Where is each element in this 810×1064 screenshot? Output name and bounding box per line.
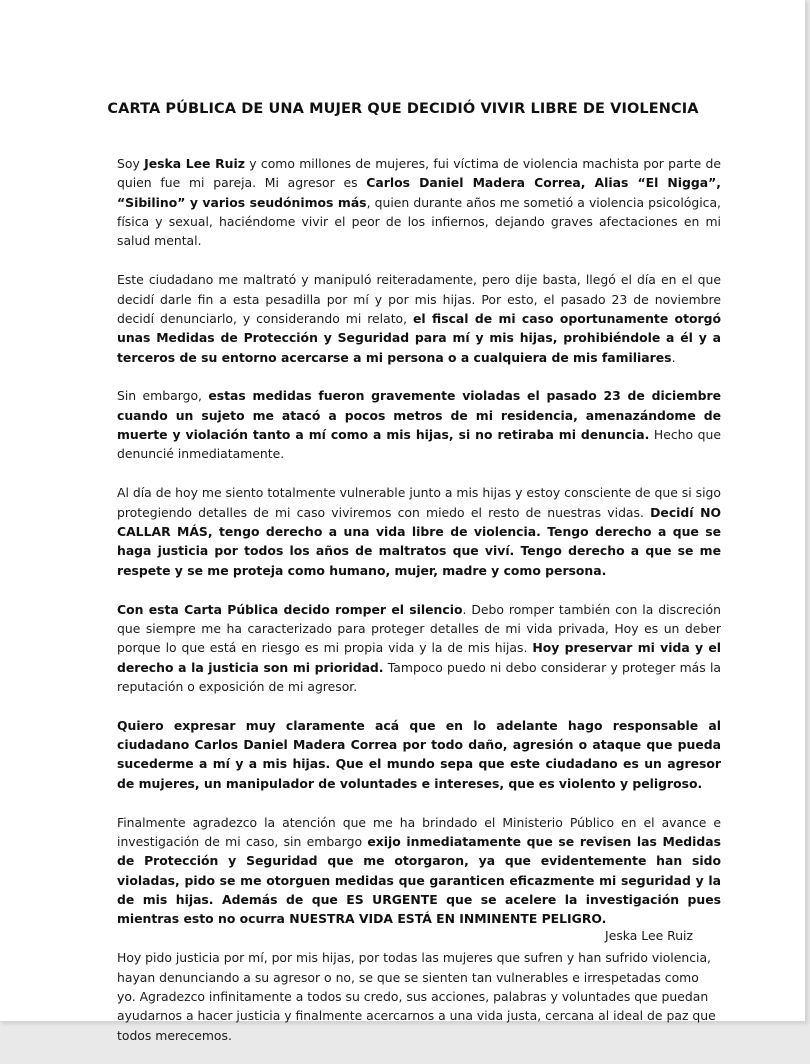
text-run: Este ciudadano me maltrató y manipuló reiteradamente, pero dije basta, llegó el día en el que decidí darle fin a esta pesadilla por mí y por mis hijas. Por esto, el pasado 23 de noviembre decidí denunciarlo, y considerando mi relato, (117, 272, 721, 326)
bold-text-run: Carlos Daniel Madera Correa, Alias “El Nigga”, “Sibilino” y varios seudónimos más (117, 175, 721, 210)
signature: Jeska Lee Ruiz (605, 928, 693, 943)
text-run: , quien durante años me sometió a violencia psicológica, física y sexual, haciéndome vivir el peor de los infiernos, dejando graves afectaciones en mi salud mental. (117, 194, 721, 249)
paragraph-8 (117, 948, 721, 1045)
text-run: Finalmente agradezco la atención que me ha brindado el Ministerio Público en el avance e investigación de mi caso, sin embargo (117, 814, 721, 849)
bold-text-run: Quiero expresar muy claramente acá que en lo adelante hago responsable al ciudadano Carlos Daniel Madera Correa por todo daño, agresión o ataque que pueda sucederme a mí y a mis hijas. Que el mundo sepa que este ciudadano es un agresor de mujeres, un manipulador de voluntades e intereses, que es violento y peligroso. (117, 717, 721, 791)
bold-text-run: el fiscal de mi caso oportunamente otorgó unas Medidas de Protección y Seguridad para mí y mis hijas, prohibiéndole a él y a terceros de su entorno acercarse a mi persona o a cualquiera de mis familiares (117, 310, 721, 365)
bold-text-run: Decidí NO CALLAR MÁS, tengo derecho a una vida libre de violencia. Tengo derecho a que se haga justicia por todos los años de maltratos que viví. Tengo derecho a que se me respete y se me proteja como humano, mujer, madre y como persona. (117, 504, 721, 578)
text-run: Al día de hoy me siento totalmente vulnerable junto a mis hijas y estoy consciente de que si sigo protegiendo detalles de mi caso viviremos con miedo el resto de nuestras vidas. (117, 485, 721, 520)
text-run: Hecho que denuncié inmediatamente. (117, 427, 722, 462)
paragraph-2 (117, 270, 721, 367)
paragraph-6 (117, 716, 721, 793)
text-run: y como millones de mujeres, fui víctima de violencia machista por parte de quien fue mi pareja. Mi agresor es (117, 156, 721, 191)
bold-text-run: Hoy preservar mi vida y el derecho a la justicia son mi prioridad. (117, 640, 722, 675)
text-run: Tampoco puedo ni debo considerar y proteger más la reputación o exposición de mi agresor. (117, 659, 722, 694)
text-run: . (671, 349, 676, 365)
text-run: . Debo romper también con la discreción que siempre me ha caracterizado para proteger detalles de mi vida privada, Hoy es un deber porque lo que está en riesgo es mi propia vida y la de mis hijas. (117, 601, 721, 656)
bold-text-run: exijo inmediatamente que se revisen las Medidas de Protección y Seguridad que me otorgaron, ya que evidentemente han sido violadas, pido se me otorguen medidas que garanticen eficazmente mi seguridad y la de mis hijas. Además de que ES URGENTE que se acelere la investigación pues mientras esto no ocurra NUESTRA VIDA ESTÁ EN INMINENTE PELIGRO. (117, 833, 721, 927)
text-run: Sin embargo, (117, 388, 209, 404)
paragraph-7 (117, 813, 721, 929)
text-run: Soy (117, 156, 145, 171)
paragraph-1 (117, 154, 721, 251)
bold-text-run: estas medidas fueron gravemente violadas el pasado 23 de diciembre cuando un sujeto me atacó a pocos metros de mi residencia, amenazándome de muerte y violación tanto a mí como a mis hijas, si no retiraba mi denuncia. (117, 388, 722, 443)
bold-text-run: Con esta Carta Pública decido romper el silencio (117, 601, 463, 617)
paragraph-4 (117, 483, 721, 580)
paragraph-3 (117, 386, 721, 463)
bold-text-run: Jeska Lee Ruiz (144, 156, 245, 171)
paragraph-5 (117, 600, 721, 697)
text-run: Hoy pido justicia por mí, por mis hijas, por todas las mujeres que sufren y han sufrido violencia, hayan denunciando a su agresor o no, se que se sienten tan vulnerables e irrespetadas como yo. Agradezco infinitamente a todos su credo, sus acciones, palabras y voluntades que puedan ayudarnos a hacer justicia y finalmente acercarnos a una vida justa, cercana al ideal de paz que todos merecemos. (117, 950, 716, 1043)
letter-title: CARTA PÚBLICA DE UNA MUJER QUE DECIDIÓ VIVIR LIBRE DE VIOLENCIA (107, 101, 699, 117)
